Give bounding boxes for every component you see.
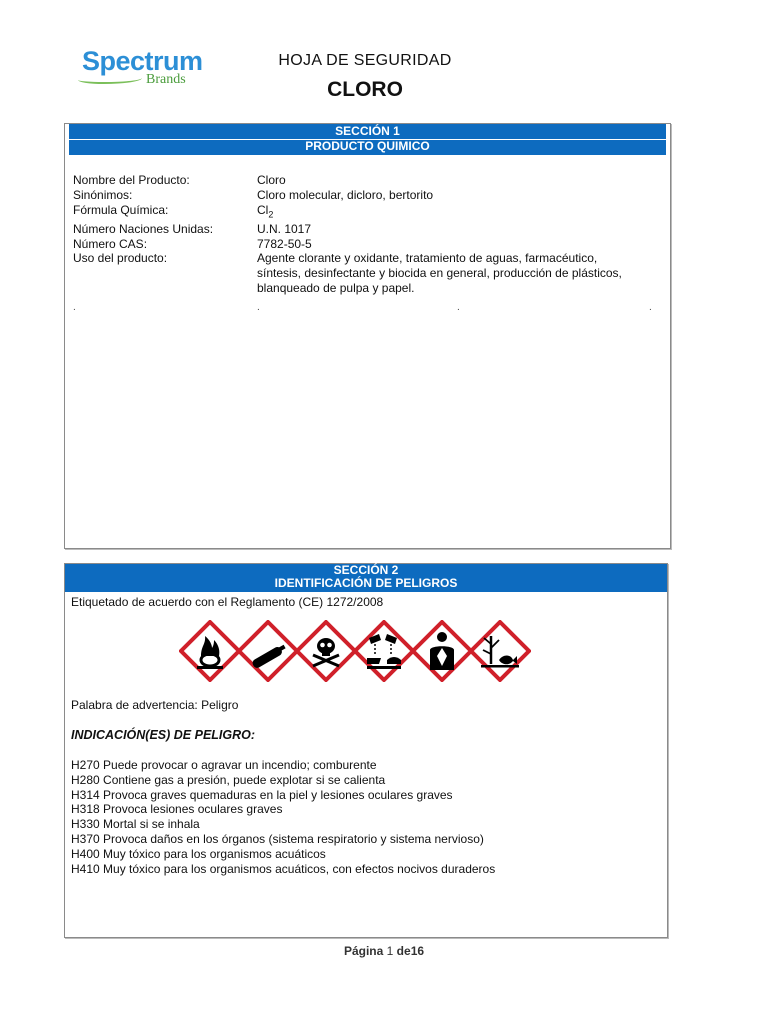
separator-dot: . xyxy=(649,302,652,313)
field-label: Sinónimos: xyxy=(73,187,133,202)
list-item: H270 Puede provocar o agravar un incendio; comburente xyxy=(71,758,377,772)
spectrum-brands-logo xyxy=(78,42,218,92)
section-1-number: SECCIÓN 1 xyxy=(335,124,400,138)
list-item: H410 Muy tóxico para los organismos acuáticos, con efectos nocivos duraderos xyxy=(71,861,496,876)
product-use-value xyxy=(257,251,657,295)
hazard-statements-heading: INDICACIÓN(ES) DE PELIGRO: xyxy=(71,728,256,742)
logo-swoosh xyxy=(78,74,142,84)
field-row xyxy=(73,251,657,295)
formula-subscript: 2 xyxy=(268,208,274,219)
field-label: Uso del producto: xyxy=(73,251,168,266)
field-value: 7782-50-5 xyxy=(257,236,312,251)
corrosion-icon xyxy=(353,620,415,682)
field-value: U.N. 1017 xyxy=(257,221,312,236)
field-label: Fórmula Química: xyxy=(73,202,169,217)
field-row xyxy=(73,173,657,188)
health-hazard-icon xyxy=(411,620,473,682)
section-2-title: IDENTIFICACIÓN DE PELIGROS xyxy=(274,576,458,590)
page-number: 1 xyxy=(386,944,394,958)
flame-over-circle-icon xyxy=(179,620,241,682)
section-2-number: SECCIÓN 2 xyxy=(333,563,399,577)
field-row xyxy=(73,222,657,237)
field-row xyxy=(73,188,657,203)
list-item: H330 Mortal si se inhala xyxy=(71,817,200,832)
field-value: Cloro xyxy=(257,173,286,187)
list-item: H400 Muy tóxico para los organismos acuáticos xyxy=(71,846,326,861)
logo-main-text: Spectrum xyxy=(82,46,203,76)
formula-symbol: Cl xyxy=(257,202,269,217)
logo-sub-text: Brands xyxy=(146,72,186,87)
of-word: de xyxy=(396,944,411,958)
formula-value xyxy=(257,203,657,222)
product-use-line-2: síntesis, desinfectante y biocida en general, producción de plásticos, xyxy=(257,266,622,281)
section-2-header xyxy=(65,564,667,592)
list-item: H370 Provoca daños en los órganos (sistema respiratorio y sistema nervioso) xyxy=(71,831,484,846)
skull-crossbones-icon xyxy=(295,620,357,682)
list-item: H280 Contiene gas a presión, puede explotar si se calienta xyxy=(71,772,386,787)
separator-dot: . xyxy=(257,302,260,313)
field-row xyxy=(73,237,657,252)
section-1-header xyxy=(69,124,666,155)
page-total: 16 xyxy=(410,944,425,958)
field-row xyxy=(73,203,657,222)
list-item: H314 Provoca graves quemaduras en la piel y lesiones oculares graves xyxy=(71,787,453,802)
product-use-line-1: Agente clorante y oxidante, tratamiento de aguas, farmacéutico, xyxy=(257,251,598,266)
field-label: Nombre del Producto: xyxy=(73,173,190,187)
field-label: Número Naciones Unidas: xyxy=(73,221,214,236)
section-1-title: PRODUCTO QUIMICO xyxy=(305,139,430,153)
signal-word: Palabra de advertencia: Peligro xyxy=(71,698,239,712)
section-1 xyxy=(64,123,671,549)
hazard-statements-list xyxy=(71,758,495,876)
page-footer xyxy=(0,944,768,958)
document-title: HOJA DE SEGURIDAD xyxy=(278,52,452,69)
product-info-table xyxy=(73,173,657,296)
labeling-regulation: Etiquetado de acuerdo con el Reglamento (CE) 1272/2008 xyxy=(71,595,384,609)
field-label: Número CAS: xyxy=(73,236,148,251)
section-2 xyxy=(64,563,668,938)
field-value: Cloro molecular, dicloro, bertorito xyxy=(257,187,434,202)
document-subtitle: CLORO xyxy=(327,78,403,101)
page-word: Página xyxy=(343,944,384,958)
environment-icon xyxy=(469,620,531,682)
separator-dot: . xyxy=(73,302,76,313)
list-item: H318 Provoca lesiones oculares graves xyxy=(71,802,283,817)
separator-dot: . xyxy=(457,302,460,313)
gas-cylinder-icon xyxy=(237,620,299,682)
product-use-line-3: blanqueado de pulpa y papel. xyxy=(257,280,415,295)
